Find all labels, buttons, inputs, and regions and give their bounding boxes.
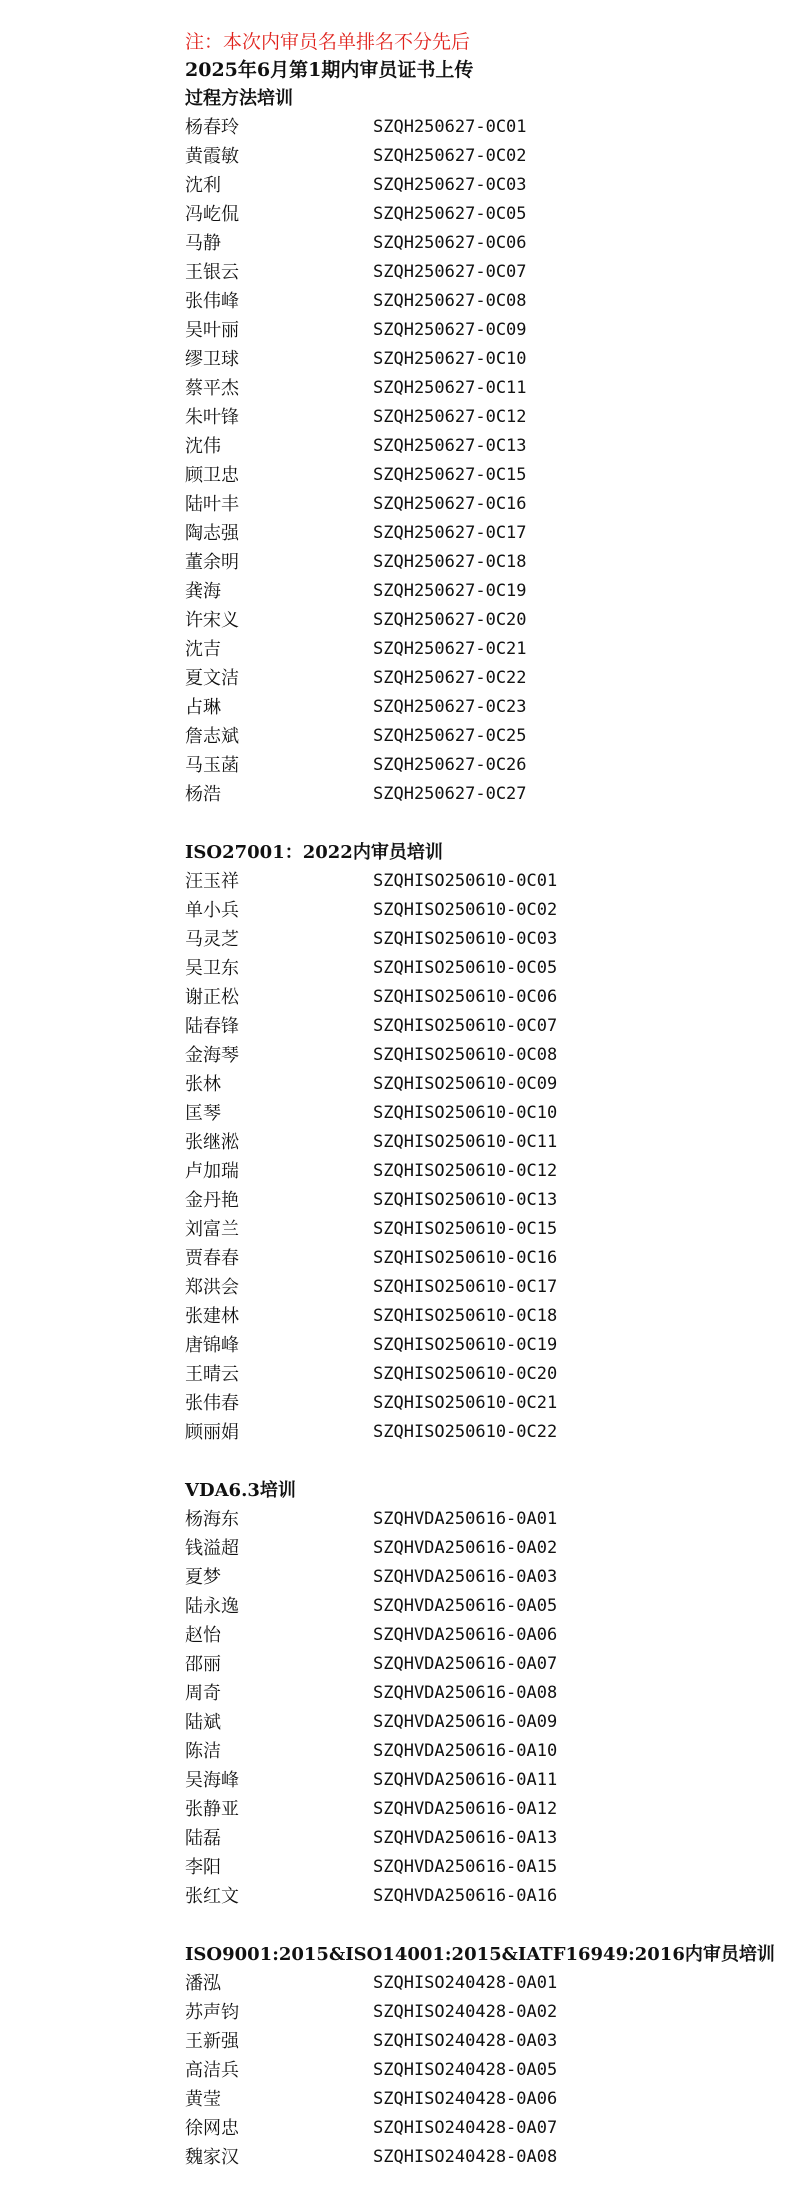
certificate-number: SZQHVDA250616-0A13	[373, 1828, 558, 1848]
auditor-row	[185, 1882, 785, 1911]
auditor-row	[185, 635, 785, 664]
auditor-row	[185, 461, 785, 490]
auditor-row	[185, 1998, 785, 2027]
auditor-row	[185, 1273, 785, 1302]
certificate-number: SZQH250627-0C20	[373, 610, 527, 630]
auditor-row	[185, 751, 785, 780]
auditor-name: 夏文洁	[185, 668, 239, 689]
certificate-number: SZQH250627-0C01	[373, 117, 527, 137]
auditor-row	[185, 693, 785, 722]
auditor-row	[185, 403, 785, 432]
certificate-number: SZQH250627-0C05	[373, 204, 527, 224]
certificate-number: SZQHISO250610-0C06	[373, 987, 558, 1007]
auditor-row	[185, 1679, 785, 1708]
auditor-row	[185, 1592, 785, 1621]
sections-container	[185, 84, 785, 2172]
certificate-number: SZQHVDA250616-0A01	[373, 1509, 558, 1529]
auditor-row	[185, 1621, 785, 1650]
auditor-name: 陶志强	[185, 523, 239, 544]
auditor-name: 张伟春	[185, 1393, 239, 1414]
auditor-row	[185, 1795, 785, 1824]
certificate-number: SZQHISO250610-0C08	[373, 1045, 558, 1065]
auditor-name: 张建林	[185, 1306, 239, 1327]
auditor-row	[185, 1563, 785, 1592]
certificate-number: SZQH250627-0C23	[373, 697, 527, 717]
certificate-number: SZQHISO250610-0C18	[373, 1306, 558, 1326]
certificate-number: SZQHISO240428-0A01	[373, 1973, 558, 1993]
certificate-number: SZQH250627-0C03	[373, 175, 527, 195]
auditor-name: 冯屹侃	[185, 204, 239, 225]
certificate-number: SZQHISO240428-0A08	[373, 2147, 558, 2167]
auditor-name: 马灵芝	[185, 929, 239, 950]
certificate-number: SZQHVDA250616-0A10	[373, 1741, 558, 1761]
certificate-number: SZQHISO250610-0C17	[373, 1277, 558, 1297]
auditor-row	[185, 1215, 785, 1244]
auditor-row	[185, 171, 785, 200]
section-title: 过程方法培训	[185, 88, 293, 109]
auditor-name: 汪玉祥	[185, 871, 239, 892]
training-section	[185, 1940, 785, 2172]
certificate-number: SZQHVDA250616-0A02	[373, 1538, 558, 1558]
auditor-row	[185, 1853, 785, 1882]
auditor-row	[185, 519, 785, 548]
auditor-row	[185, 1070, 785, 1099]
auditor-name: 张伟峰	[185, 291, 239, 312]
certificate-number: SZQHISO240428-0A05	[373, 2060, 558, 2080]
auditor-name: 陆永逸	[185, 1596, 239, 1617]
auditor-row	[185, 142, 785, 171]
auditor-row	[185, 374, 785, 403]
auditor-row	[185, 1331, 785, 1360]
auditor-name: 蔡平杰	[185, 378, 239, 399]
auditor-name: 沈利	[185, 175, 221, 196]
certificate-number: SZQHVDA250616-0A11	[373, 1770, 558, 1790]
auditor-row	[185, 1389, 785, 1418]
certificate-number: SZQHVDA250616-0A09	[373, 1712, 558, 1732]
auditor-name: 张继淞	[185, 1132, 239, 1153]
certificate-number: SZQHVDA250616-0A08	[373, 1683, 558, 1703]
auditor-row	[185, 1244, 785, 1273]
auditor-name: 李阳	[185, 1857, 221, 1878]
auditor-row	[185, 1157, 785, 1186]
auditor-row	[185, 1766, 785, 1795]
certificate-number: SZQH250627-0C15	[373, 465, 527, 485]
auditor-name: 杨浩	[185, 784, 221, 805]
auditor-row	[185, 896, 785, 925]
auditor-name: 贾春春	[185, 1248, 239, 1269]
auditor-name: 徐网忠	[185, 2118, 239, 2139]
certificate-number: SZQHVDA250616-0A03	[373, 1567, 558, 1587]
auditor-name: 龚海	[185, 581, 221, 602]
auditor-name: 钱溢超	[185, 1538, 239, 1559]
certificate-number: SZQHISO250610-0C13	[373, 1190, 558, 1210]
auditor-name: 朱叶锋	[185, 407, 239, 428]
auditor-row	[185, 258, 785, 287]
certificate-number: SZQH250627-0C09	[373, 320, 527, 340]
auditor-row	[185, 2027, 785, 2056]
auditor-row	[185, 664, 785, 693]
certificate-number: SZQHVDA250616-0A16	[373, 1886, 558, 1906]
auditor-name: 张林	[185, 1074, 221, 1095]
auditor-row	[185, 1505, 785, 1534]
auditor-name: 缪卫球	[185, 349, 239, 370]
auditor-name: 顾丽娟	[185, 1422, 239, 1443]
page-title: 2025年6月第1期内审员证书上传	[185, 59, 474, 81]
auditor-row	[185, 954, 785, 983]
auditor-name: 卢加瑞	[185, 1161, 239, 1182]
certificate-number: SZQH250627-0C02	[373, 146, 527, 166]
certificate-number: SZQH250627-0C19	[373, 581, 527, 601]
auditor-row	[185, 1534, 785, 1563]
auditor-name: 张静亚	[185, 1799, 239, 1820]
auditor-row	[185, 2056, 785, 2085]
auditor-name: 王银云	[185, 262, 239, 283]
certificate-number: SZQHVDA250616-0A12	[373, 1799, 558, 1819]
auditor-name: 马静	[185, 233, 221, 254]
auditor-name: 马玉菡	[185, 755, 239, 776]
auditor-row	[185, 345, 785, 374]
certificate-number: SZQHISO250610-0C21	[373, 1393, 558, 1413]
certificate-number: SZQH250627-0C07	[373, 262, 527, 282]
auditor-name: 匡琴	[185, 1103, 221, 1124]
auditor-name: 杨春玲	[185, 117, 239, 138]
certificate-number: SZQHISO250610-0C22	[373, 1422, 558, 1442]
auditor-row	[185, 1041, 785, 1070]
certificate-number: SZQHVDA250616-0A15	[373, 1857, 558, 1877]
auditor-row	[185, 925, 785, 954]
certificate-number: SZQHISO250610-0C10	[373, 1103, 558, 1123]
certificate-number: SZQH250627-0C11	[373, 378, 527, 398]
auditor-row	[185, 316, 785, 345]
auditor-name: 董余明	[185, 552, 239, 573]
certificate-number: SZQHISO250610-0C05	[373, 958, 558, 978]
auditor-row	[185, 287, 785, 316]
auditor-name: 占琳	[185, 697, 221, 718]
certificate-number: SZQH250627-0C22	[373, 668, 527, 688]
certificate-number: SZQHISO250610-0C09	[373, 1074, 558, 1094]
auditor-row	[185, 1360, 785, 1389]
auditor-name: 单小兵	[185, 900, 239, 921]
certificate-number: SZQH250627-0C18	[373, 552, 527, 572]
auditor-name: 王新强	[185, 2031, 239, 2052]
ranking-notice: 注：本次内审员名单排名不分先后	[185, 31, 471, 53]
auditor-name: 夏梦	[185, 1567, 221, 1588]
auditor-row	[185, 490, 785, 519]
auditor-name: 谢正松	[185, 987, 239, 1008]
auditor-row	[185, 1128, 785, 1157]
auditor-name: 张红文	[185, 1886, 239, 1907]
auditor-name: 高洁兵	[185, 2060, 239, 2081]
auditor-name: 魏家汉	[185, 2147, 239, 2168]
auditor-row	[185, 432, 785, 461]
certificate-number: SZQHVDA250616-0A06	[373, 1625, 558, 1645]
auditor-row	[185, 867, 785, 896]
auditor-name: 周奇	[185, 1683, 221, 1704]
auditor-name: 苏声钧	[185, 2002, 239, 2023]
auditor-row	[185, 606, 785, 635]
auditor-name: 赵怡	[185, 1625, 221, 1646]
certificate-number: SZQHISO250610-0C11	[373, 1132, 558, 1152]
auditor-row	[185, 1824, 785, 1853]
auditor-name: 潘泓	[185, 1973, 221, 1994]
training-section	[185, 84, 785, 809]
certificate-number: SZQH250627-0C06	[373, 233, 527, 253]
auditor-row	[185, 1099, 785, 1128]
auditor-name: 王晴云	[185, 1364, 239, 1385]
training-section	[185, 838, 785, 1447]
certificate-number: SZQHVDA250616-0A05	[373, 1596, 558, 1616]
auditor-name: 吴海峰	[185, 1770, 239, 1791]
auditor-row	[185, 548, 785, 577]
certificate-number: SZQHISO240428-0A02	[373, 2002, 558, 2022]
auditor-name: 沈吉	[185, 639, 221, 660]
certificate-number: SZQHISO250610-0C16	[373, 1248, 558, 1268]
auditor-name: 顾卫忠	[185, 465, 239, 486]
auditor-name: 金海琴	[185, 1045, 239, 1066]
auditor-row	[185, 577, 785, 606]
auditor-name: 沈伟	[185, 436, 221, 457]
auditor-name: 陆叶丰	[185, 494, 239, 515]
certificate-number: SZQH250627-0C21	[373, 639, 527, 659]
auditor-name: 吴叶丽	[185, 320, 239, 341]
auditor-row	[185, 1418, 785, 1447]
auditor-name: 郑洪会	[185, 1277, 239, 1298]
auditor-name: 金丹艳	[185, 1190, 239, 1211]
section-title: ISO27001：2022内审员培训	[185, 842, 443, 863]
auditor-row	[185, 2143, 785, 2172]
auditor-row	[185, 780, 785, 809]
section-title: ISO9001:2015&ISO14001:2015&IATF16949:2016内审员培训	[185, 1944, 775, 1965]
auditor-name: 邵丽	[185, 1654, 221, 1675]
certificate-number: SZQHISO250610-0C02	[373, 900, 558, 920]
certificate-number: SZQHISO250610-0C03	[373, 929, 558, 949]
auditor-row	[185, 200, 785, 229]
certificate-number: SZQHISO250610-0C15	[373, 1219, 558, 1239]
auditor-row	[185, 1302, 785, 1331]
certificate-number: SZQHISO250610-0C20	[373, 1364, 558, 1384]
auditor-name: 刘富兰	[185, 1219, 239, 1240]
auditor-name: 詹志斌	[185, 726, 239, 747]
certificate-number: SZQH250627-0C10	[373, 349, 527, 369]
auditor-row	[185, 1012, 785, 1041]
auditor-row	[185, 2085, 785, 2114]
certificate-number: SZQH250627-0C26	[373, 755, 527, 775]
auditor-name: 陆斌	[185, 1712, 221, 1733]
certificate-number: SZQHISO240428-0A07	[373, 2118, 558, 2138]
document	[185, 28, 785, 2201]
auditor-row	[185, 983, 785, 1012]
certificate-number: SZQH250627-0C08	[373, 291, 527, 311]
certificate-number: SZQHISO240428-0A03	[373, 2031, 558, 2051]
certificate-number: SZQHISO250610-0C01	[373, 871, 558, 891]
auditor-name: 陆春锋	[185, 1016, 239, 1037]
certificate-number: SZQH250627-0C25	[373, 726, 527, 746]
certificate-number: SZQHVDA250616-0A07	[373, 1654, 558, 1674]
certificate-number: SZQHISO250610-0C07	[373, 1016, 558, 1036]
auditor-name: 黄霞敏	[185, 146, 239, 167]
auditor-row	[185, 1708, 785, 1737]
auditor-row	[185, 113, 785, 142]
auditor-row	[185, 722, 785, 751]
auditor-row	[185, 1737, 785, 1766]
section-title: VDA6.3培训	[185, 1480, 296, 1501]
certificate-number: SZQH250627-0C13	[373, 436, 527, 456]
auditor-row	[185, 1969, 785, 1998]
auditor-name: 黄莹	[185, 2089, 221, 2110]
certificate-number: SZQH250627-0C16	[373, 494, 527, 514]
auditor-row	[185, 229, 785, 258]
auditor-name: 杨海东	[185, 1509, 239, 1530]
auditor-row	[185, 1650, 785, 1679]
certificate-number: SZQH250627-0C27	[373, 784, 527, 804]
auditor-name: 陈洁	[185, 1741, 221, 1762]
certificate-number: SZQHISO250610-0C19	[373, 1335, 558, 1355]
auditor-name: 陆磊	[185, 1828, 221, 1849]
certificate-number: SZQH250627-0C12	[373, 407, 527, 427]
auditor-row	[185, 1186, 785, 1215]
auditor-name: 吴卫东	[185, 958, 239, 979]
certificate-number: SZQHISO240428-0A06	[373, 2089, 558, 2109]
training-section	[185, 1476, 785, 1911]
auditor-name: 许宋义	[185, 610, 239, 631]
auditor-name: 唐锦峰	[185, 1335, 239, 1356]
certificate-number: SZQHISO250610-0C12	[373, 1161, 558, 1181]
auditor-row	[185, 2114, 785, 2143]
certificate-number: SZQH250627-0C17	[373, 523, 527, 543]
